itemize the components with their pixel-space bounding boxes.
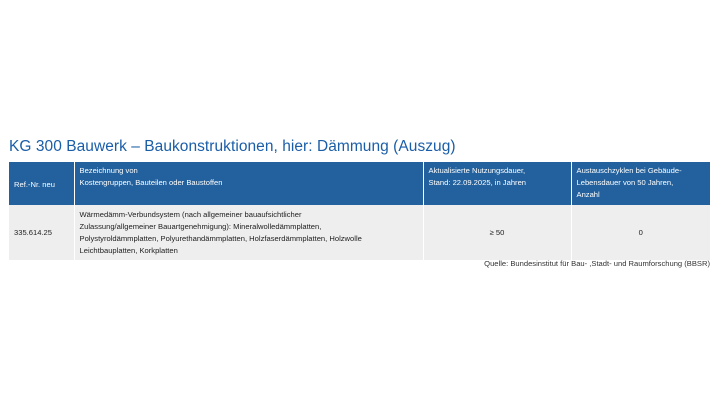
table-header-row xyxy=(9,162,710,205)
header-description xyxy=(74,162,423,205)
table-row xyxy=(9,205,710,260)
description-line: Wärmedämm-Verbundsystem (nach allgemeiner bauaufsichtlicher xyxy=(79,210,302,219)
header-line: Ref.-Nr. neu xyxy=(14,180,55,189)
header-ref-nr xyxy=(9,162,74,205)
header-line: Lebensdauer von 50 Jahren, xyxy=(576,178,674,187)
header-line: Anzahl xyxy=(576,190,600,199)
source-note: Quelle: Bundesinstitut für Bau- ,Stadt- und Raumforschung (BBSR) xyxy=(484,259,710,268)
cell-description xyxy=(74,205,423,260)
service-life-table xyxy=(9,162,710,260)
header-line: Stand: 22.09.2025, in Jahren xyxy=(428,178,527,187)
cell-service-life: ≥ 50 xyxy=(423,205,571,260)
description-line: Leichtbauplatten, Korkplatten xyxy=(79,246,178,255)
description-line: Polystyroldämmplatten, Polyurethandämmplatten, Holzfaserdämmplatten, Holzwolle xyxy=(79,234,362,243)
header-line: Austauschzyklen bei Gebäude- xyxy=(576,166,682,175)
header-line: Kostengruppen, Bauteilen oder Baustoffen xyxy=(79,178,223,187)
cell-ref-nr: 335.614.25 xyxy=(9,205,74,260)
description-line: Zulassung/allgemeiner Bauartgenehmigung): Mineralwolledämmplatten, xyxy=(79,222,322,231)
header-service-life xyxy=(423,162,571,205)
header-replacement-cycles xyxy=(571,162,710,205)
header-line: Aktualisierte Nutzungsdauer, xyxy=(428,166,526,175)
cell-replacement-cycles: 0 xyxy=(571,205,710,260)
header-line: Bezeichnung von xyxy=(79,166,138,175)
page-title: KG 300 Bauwerk – Baukonstruktionen, hier: Dämmung (Auszug) xyxy=(9,138,456,155)
